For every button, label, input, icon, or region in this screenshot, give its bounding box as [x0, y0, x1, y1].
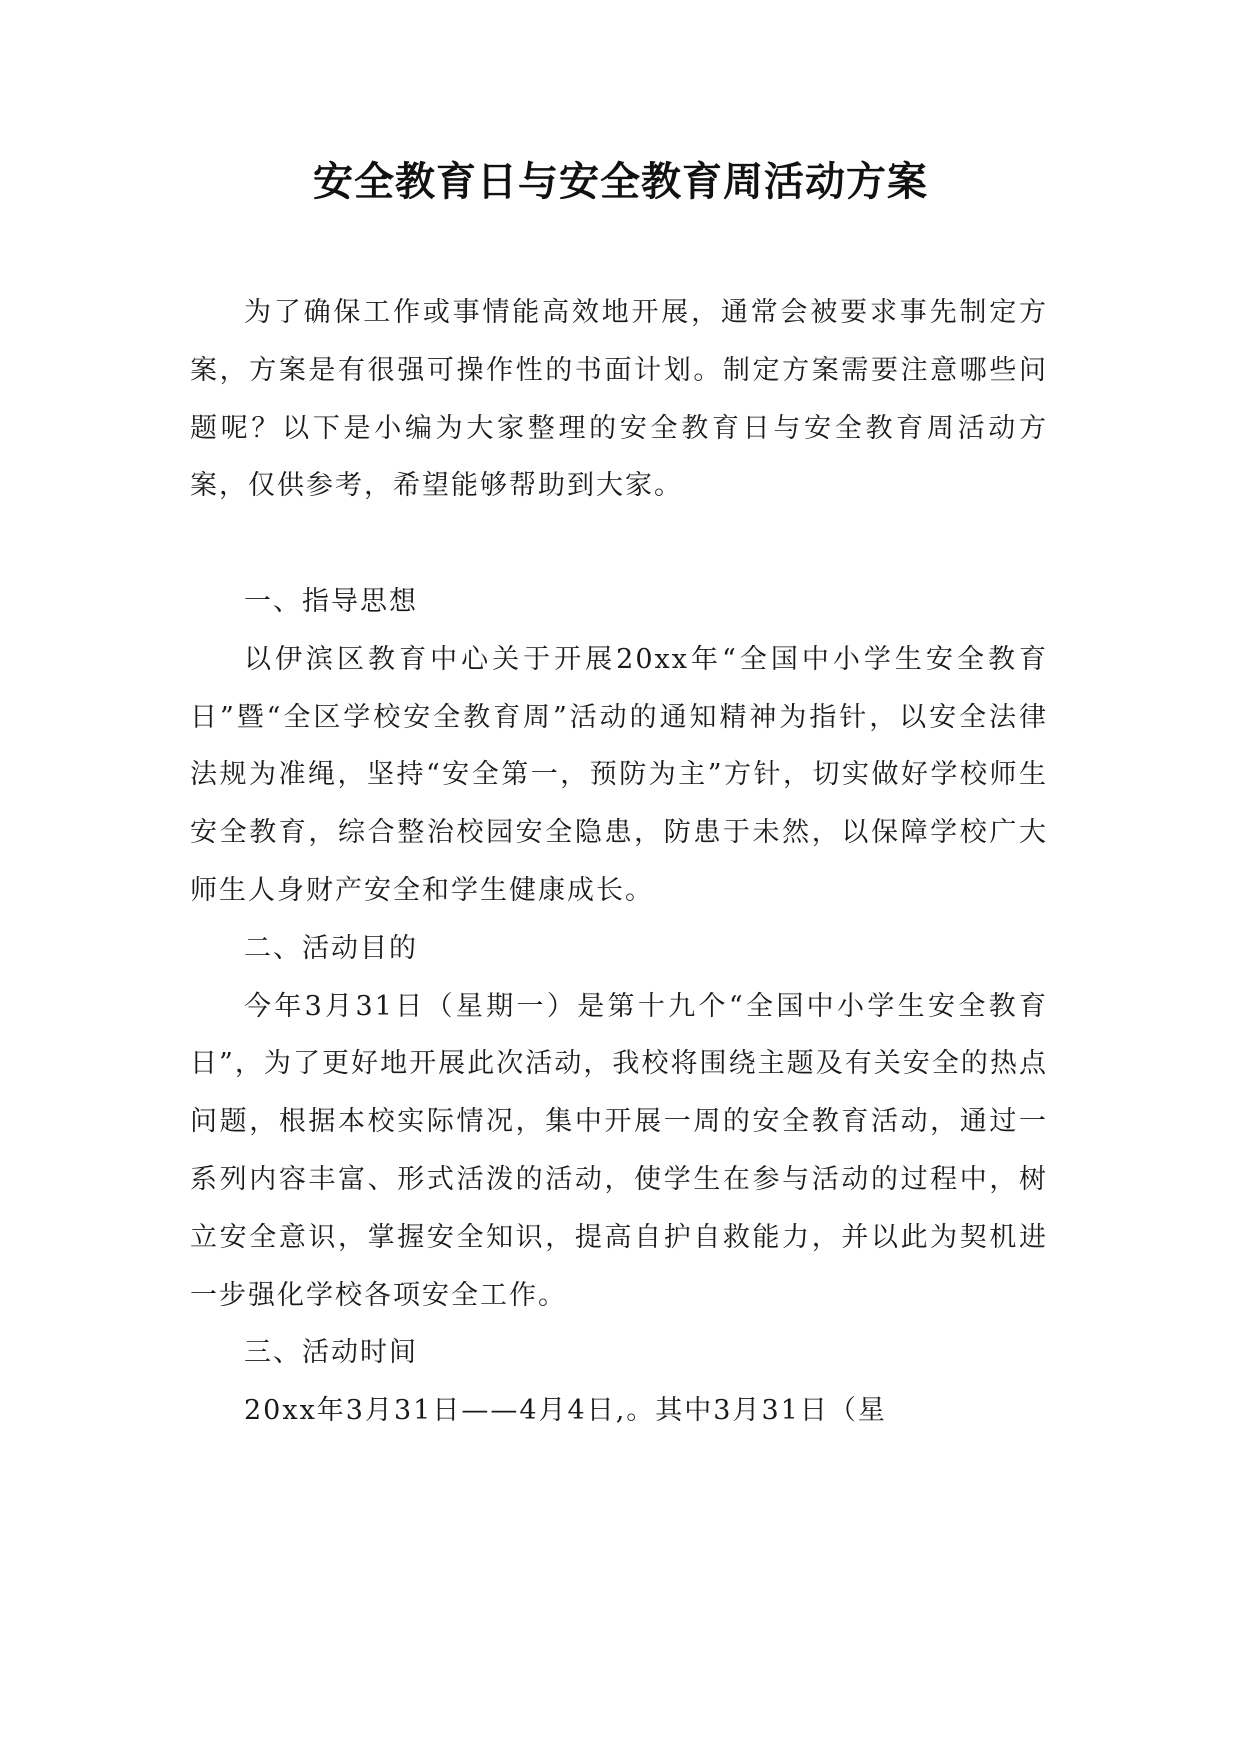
- section-body-activity-purpose: 今年3月31日（星期一）是第十九个“全国中小学生安全教育日”，为了更好地开展此次活动，我校将围绕主题及有关安全的热点问题，根据本校实际情况，集中开展一周的安全教育活动，通过一系列内容丰富、形式活泼的活动，使学生在参与活动的过程中，树立安全意识，掌握安全知识，提高自护自救能力，并以此为契机进一步强化学校各项安全工作。: [190, 990, 1048, 1311]
- section-body-guiding-ideology: 以伊滨区教育中心关于开展20xx年“全国中小学生安全教育日”暨“全区学校安全教育周”活动的通知精神为指针，以安全法律法规为准绳，坚持“安全第一，预防为主”方针，切实做好学校师生安全教育，综合整治校园安全隐患，防患于未然，以保障学校广大师生人身财产安全和学生健康成长。: [190, 643, 1048, 906]
- paragraph-gap: [190, 515, 1048, 573]
- document-body: [190, 284, 1048, 1440]
- section-body-activity-time: 20xx年3月31日——4月4日,。其中3月31日（星: [244, 1395, 887, 1427]
- section-heading-activity-time: 三、活动时间: [244, 1337, 418, 1369]
- section-heading-guiding-ideology: 一、指导思想: [244, 585, 418, 617]
- intro-paragraph: 为了确保工作或事情能高效地开展，通常会被要求事先制定方案，方案是有很强可操作性的书面计划。制定方案需要注意哪些问题呢？以下是小编为大家整理的安全教育日与安全教育周活动方案，仅供参考，希望能够帮助到大家。: [190, 297, 1048, 502]
- document-title: 安全教育日与安全教育周活动方案: [313, 159, 928, 205]
- section-heading-activity-purpose: 二、活动目的: [244, 932, 418, 964]
